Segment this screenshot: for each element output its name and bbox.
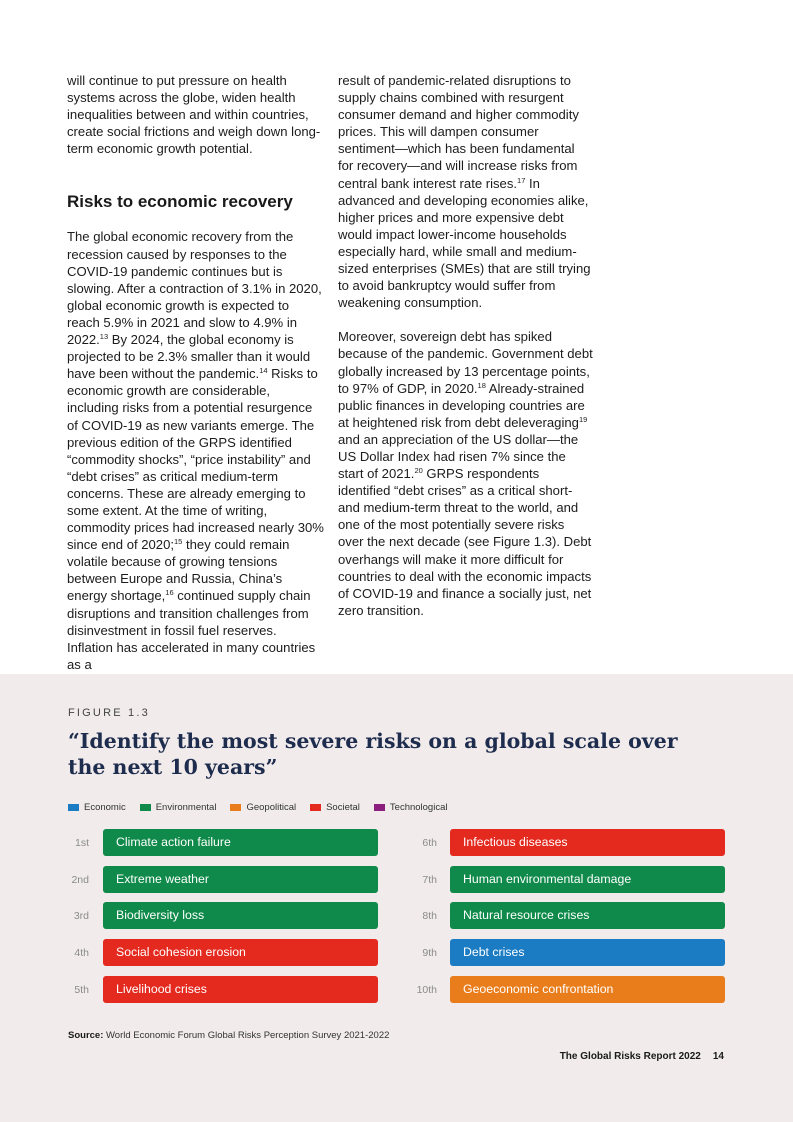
figure-panel [0,674,793,1122]
rank-label: 6th [422,837,437,849]
footnote-ref[interactable]: 17 [517,175,526,185]
page-number: 14 [712,1051,724,1062]
category-legend [68,802,461,813]
legend-item-economic [68,802,126,813]
rank-label: 9th [422,947,437,960]
intro-paragraph: will continue to put pressure on health systems across the globe, widen health inequalities between and within countries, create social frictions and weigh down long-term economic growth potential. [67,73,321,157]
legend-swatch [230,804,241,811]
rank-label: 7th [422,873,437,886]
rank-label: 10th [416,983,437,996]
legend-item-technological [374,802,448,813]
footnote-ref[interactable]: 19 [578,414,588,424]
rank-label: 3rd [73,910,89,923]
legend-swatch [310,804,321,811]
risk-bar: Natural resource crises [450,902,725,929]
legend-item-geopolitical [230,802,296,813]
rank-label: 1st [74,837,89,849]
risk-bar: Social cohesion erosion [103,939,378,966]
footnote-ref[interactable]: 15 [174,537,183,547]
inflation-paragraph: result of pandemic-related disruptions to supply chains combined with resurgent consumer demand and higher commodity prices. This will dampen consumer sentiment—which has been fundamental for recovery—and will increase risks from central bank interest rate rises.$^{17}$ In advanced and developing economies alike, higher prices and more expensive debt would impact lower-income households especially hard, while small and medium-sized enterprises (SMEs) that are still trying to avoid bankruptcy would suffer from weakening consumption. [338,73,591,311]
figure-source: Source: World Economic Forum Global Risks Perception Survey 2021-2022 [68,1030,390,1041]
right-text-column [338,72,593,619]
legend-swatch [68,804,79,811]
risk-bar: Extreme weather [103,866,378,893]
footnote-ref[interactable]: 16 [165,588,174,598]
footnote-ref[interactable]: 13 [99,332,109,342]
risk-bar: Biodiversity loss [103,902,378,929]
risk-bar: Livelihood crises [103,976,378,1003]
risk-bar: Human environmental damage [450,866,725,893]
figure-title: “Identify the most severe risks on a global scale over the next 10 years” [68,729,678,779]
report-title: The Global Risks Report 2022 [559,1051,701,1062]
debt-paragraph: Moreover, sovereign debt has spiked because of the pandemic. Government debt globally increased by 13 percentage points, to 97% of GDP, in 2020.18 Already-strained public finances in developing countries are at heightened risk from debt deleveraging$^{19}$ and an appreciation of the US dollar—the US Dollar Index had risen 7% since the start of 2021.20 GRPS respondents identified “debt crises” as a critical short- and medium-term threat to the world, and one of the most potentially severe risks over the next decade (see Figure 1.3). Debt overhangs will make it more difficult for countries to deal with the economic impacts of COVID-19 and finance a socially just, net zero transition. [338,329,593,618]
recovery-paragraph: The global economic recovery from the recession caused by responses to the COVID-19 pandemic continues but is slowing. After a contraction of 3.1% in 2020, global economic growth is expected to reach 5.9% in 2021 and slow to 4.9% in 2022.13 By 2024, the global economy is projected to be 2.3% smaller than it would have been without the pandemic.$^{14}$ Risks to economic growth are considerable, including risks from a potential resurgence of COVID-19 as new variants emerge. The previous edition of the GRPS identified “commodity shocks”, “price instability” and “debt crises” as critical medium-term concerns. These are already emerging to some extent. At the time of writing, commodity prices had increased nearly 30% since end of 2020;$^{15}$ they could remain volatile because of growing tensions between Europe and Russia, China’s energy shortage,$^{16}$ continued supply chain disruptions and transition challenges from disinvestment in fossil fuel reserves. Inflation has accelerated in many countries as a [67,229,324,672]
legend-item-societal [310,802,360,813]
risk-bar: Climate action failure [103,829,378,856]
legend-swatch [140,804,151,811]
risk-bar: Debt crises [450,939,725,966]
rank-label: 2nd [71,873,89,886]
legend-label: Economic [84,802,126,813]
footnote-ref[interactable]: 18 [477,380,486,390]
legend-label: Societal [326,802,360,813]
legend-label: Technological [389,802,448,813]
risk-bar: Infectious diseases [450,829,725,856]
footnote-ref[interactable]: 20 [414,466,423,476]
legend-label: Environmental [155,802,217,813]
footnote-ref[interactable]: 14 [259,366,268,376]
rank-label: 4th [74,947,89,960]
rank-label: 5th [74,983,89,996]
rank-label: 8th [422,910,437,923]
page-footer [560,1051,724,1062]
left-text-column [67,72,325,673]
legend-label: Geopolitical [246,802,297,813]
section-heading: Risks to economic recovery [67,192,293,212]
legend-item-environmental [140,802,217,813]
risk-bar: Geoeconomic confrontation [450,976,725,1003]
figure-label: FIGURE 1.3 [68,707,150,719]
legend-swatch [374,804,385,811]
